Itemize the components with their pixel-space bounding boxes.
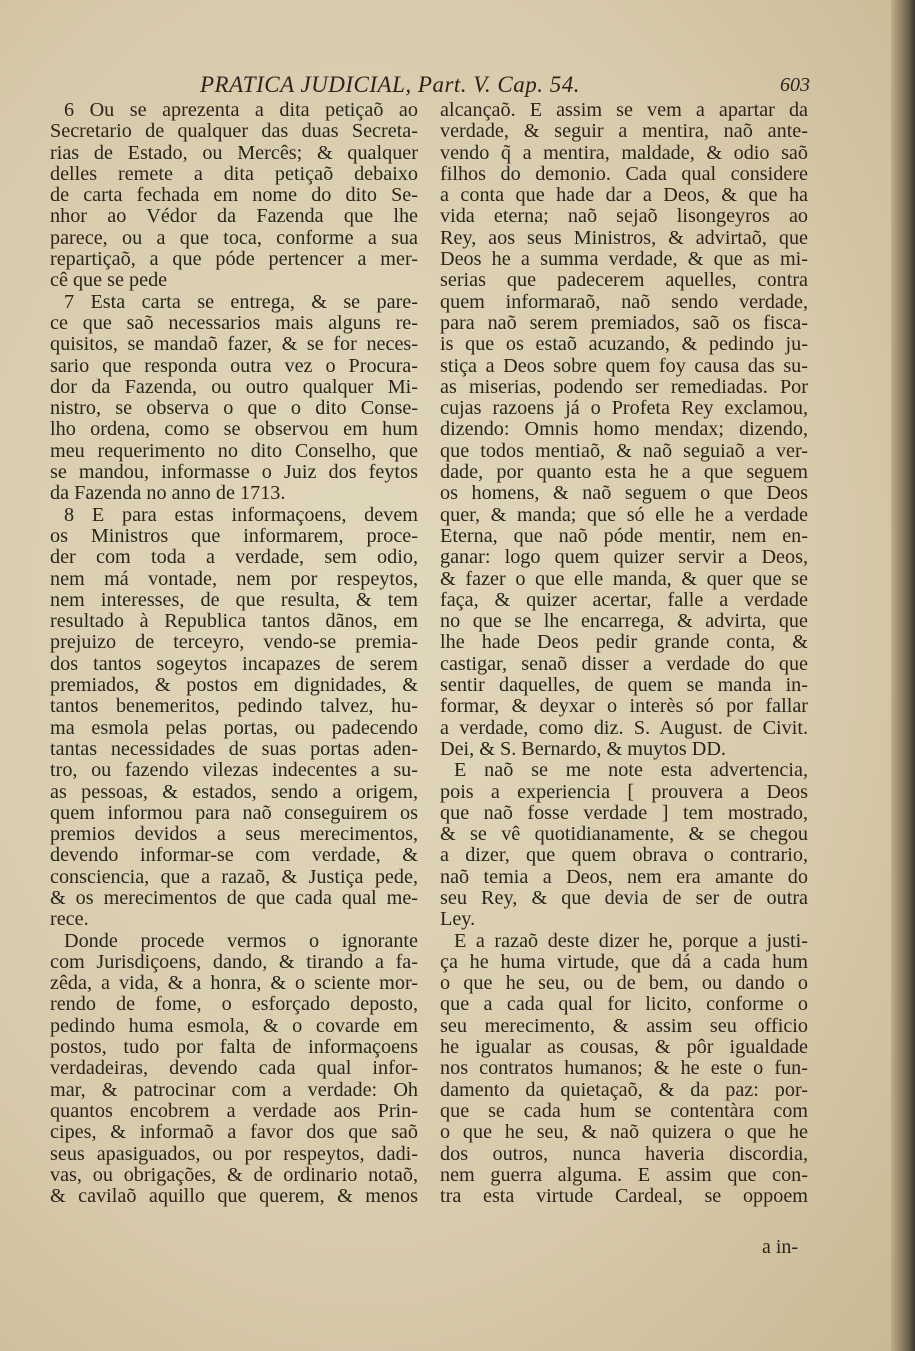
text-line: tantas necessidades de suas portas aden- xyxy=(50,738,418,760)
text-line: & se vê quotidianamente, & se chegou xyxy=(440,824,808,846)
text-line: tra esta virtude Cardeal, se oppoem xyxy=(440,1186,808,1208)
text-line: pois a experiencia [ prouvera a Deos xyxy=(440,781,808,803)
text-line: vendo q̃ a mentira, maldade, & odio saõ xyxy=(440,142,808,164)
text-line: quisitos, se mandaõ fazer, & se for neces- xyxy=(50,334,418,356)
text-line: E naõ se me note esta advertencia, xyxy=(454,760,808,782)
text-line: da Fazenda no anno de 1713. xyxy=(50,483,286,505)
text-line: sentir daquelles, de quem se manda in- xyxy=(440,675,808,697)
text-line: as miserias, podendo ser remediadas. Por xyxy=(440,376,808,398)
text-line: nem interesses, de que resulta, & tem xyxy=(50,589,418,611)
text-line: Secretario de qualquer das duas Secreta- xyxy=(50,121,418,143)
text-line: de carta fechada em nome do dito Se- xyxy=(50,185,418,207)
text-line: & cavilaõ aquillo que querem, & menos xyxy=(50,1186,418,1208)
text-line: que naõ fosse verdade ] tem mostrado, xyxy=(440,802,808,824)
text-line: dor da Fazenda, ou outro qualquer Mi- xyxy=(50,376,418,398)
text-line: cê que se pede xyxy=(50,270,168,292)
text-line: meu requerimento no dito Conselho, que xyxy=(50,440,418,462)
text-line: os Ministros que informarem, proce- xyxy=(50,525,418,547)
text-line: premiados, & postos em dignidades, & xyxy=(50,675,418,697)
text-line: nistro, se observa o que o dito Conse- xyxy=(50,398,418,420)
text-line: prejuizo de terceyro, vendo-se premia- xyxy=(50,632,418,654)
text-line: a conta que hade dar a Deos, & que ha xyxy=(440,185,808,207)
text-line: delles remete a dita petiçaõ debaixo xyxy=(50,163,418,185)
text-line: Deos he a summa verdade, & que as mi- xyxy=(440,249,808,271)
text-line: Ley. xyxy=(440,909,476,931)
text-line: ma esmola pelas portas, ou padecendo xyxy=(50,717,418,739)
text-line: parece, ou a que toca, conforme a sua xyxy=(50,227,418,249)
text-line: consciencia, que a razaõ, & Justiça pede, xyxy=(50,866,418,888)
text-line: nem má vontade, nem por respeytos, xyxy=(50,568,418,590)
text-line: os homens, & naõ seguem o que Deos xyxy=(440,483,808,505)
text-line: premios devidos a seus merecimentos, xyxy=(50,824,418,846)
text-line: se mandou, informasse o Juiz dos feytos xyxy=(50,462,418,484)
text-line: rias de Estado, ou Mercês; & qualquer xyxy=(50,142,418,164)
text-line: tro, ou fazendo vilezas indecentes a su- xyxy=(50,760,418,782)
text-line: lhe hade Deos pedir grande conta, & xyxy=(440,632,808,654)
page-header xyxy=(50,72,810,102)
text-line: & fazer o que elle manda, & quer que se xyxy=(440,568,808,590)
text-line: verdade, & seguir a mentira, naõ ante- xyxy=(440,121,808,143)
page-number: 603 xyxy=(780,74,810,96)
text-line: ce que saõ necessarios mais alguns re- xyxy=(50,312,418,334)
text-line: faça, & quizer acertar, falle a verdade xyxy=(440,589,808,611)
text-line: vas, ou obrigações, & de ordinario notaõ, xyxy=(50,1164,418,1186)
text-line: lho ordena, como se observou em hum xyxy=(50,419,418,441)
text-line: castigar, senaõ disser a verdade do que xyxy=(440,653,808,675)
text-line: damento da quietaçaõ, & da paz: por- xyxy=(440,1079,808,1101)
running-title: PRATICA JUDICIAL, Part. V. Cap. 54. xyxy=(200,72,580,97)
text-line: postos, tudo por falta de informaçoens xyxy=(50,1037,418,1059)
text-line: filhos do demonio. Cada qual considere xyxy=(440,163,808,185)
text-line: repartiçaõ, a que póde pertencer a mer- xyxy=(50,249,418,271)
text-line: dos tantos sogeytos incapazes de serem xyxy=(50,653,418,675)
text-line: a verdade, como diz. S. August. de Civit. xyxy=(440,717,808,739)
text-line: mar, & patrocinar com a verdade: Oh xyxy=(50,1079,418,1101)
text-line: com Jurisdiçoens, dando, & tirando a fa- xyxy=(50,951,418,973)
text-line: E a razaõ deste dizer he, porque a justi- xyxy=(454,930,808,952)
text-line: 6 Ou se aprezenta a dita petiçaõ ao xyxy=(64,100,418,121)
text-line: nem guerra alguma. E assim que con- xyxy=(440,1164,808,1186)
text-line: nos contratos humanos; & he este o fun- xyxy=(440,1058,808,1080)
text-line: pedindo huma esmola, & o covarde em xyxy=(50,1015,418,1037)
text-line: resultado à Republica tantos dãnos, em xyxy=(50,611,418,633)
catchword: a in- xyxy=(762,1236,799,1258)
text-line: no que se lhe encarrega, & advirta, que xyxy=(440,611,808,633)
text-line: naõ temia a Deos, nem era amante do xyxy=(440,866,808,888)
right-text-column xyxy=(440,100,808,1207)
text-line: Donde procede vermos o ignorante xyxy=(64,930,418,952)
text-line: sario que responda outra vez o Procura- xyxy=(50,355,418,377)
text-line: dizendo: Omnis homo mendax; dizendo, xyxy=(440,419,808,441)
text-line: quem informou para naõ conseguirem os xyxy=(50,802,418,824)
text-line: o que he seu, & naõ quizera o que he xyxy=(440,1122,808,1144)
text-line: Dei, & S. Bernardo, & muytos DD. xyxy=(440,738,726,760)
text-line: seus apasiguados, ou por respeytos, dadi- xyxy=(50,1143,418,1165)
text-line: 7 Esta carta se entrega, & se pare- xyxy=(64,291,418,313)
text-line: o que he seu, ou de bem, ou dando o xyxy=(440,973,808,995)
text-line: devendo informar-se com verdade, & xyxy=(50,845,418,867)
text-line: formar, & deyxar o interès só por fallar xyxy=(440,696,808,718)
text-line: zêda, a vida, & a honra, & o sciente mor- xyxy=(50,973,418,995)
left-text-column xyxy=(50,100,418,1207)
text-line: dade, por quanto esta he a que seguem xyxy=(440,462,808,484)
text-line: he igualar as cousas, & pôr igualdade xyxy=(440,1037,808,1059)
text-line: seu merecimento, & assim seu officio xyxy=(440,1015,808,1037)
text-line: que todos mentiaõ, & naõ seguiaõ a ver- xyxy=(440,440,808,462)
text-line: dos outros, nunca haveria discordia, xyxy=(440,1143,808,1165)
text-line: que a cada qual for licito, conforme o xyxy=(440,994,808,1016)
text-line: Rey, aos seus Ministros, & advirtaõ, que xyxy=(440,227,808,249)
text-line: 8 E para estas informaçoens, devem xyxy=(64,504,418,526)
text-line: der com toda a verdade, sem odio, xyxy=(50,547,418,569)
text-line: is que os estaõ acuzando, & pedindo ju- xyxy=(440,334,808,356)
text-line: cipes, & informaõ a favor dos que saõ xyxy=(50,1122,418,1144)
text-line: serias que padecerem aquelles, contra xyxy=(440,270,808,292)
text-line: nhor ao Védor da Fazenda que lhe xyxy=(50,206,418,228)
text-line: tantos benemeritos, pedindo talvez, hu- xyxy=(50,696,418,718)
text-line: ça he huma virtude, que dá a cada hum xyxy=(440,951,808,973)
text-line: rece. xyxy=(50,909,89,931)
text-line: cujas razoens já o Profeta Rey exclamou, xyxy=(440,398,808,420)
text-line: para naõ serem premiados, saõ os fisca- xyxy=(440,312,808,334)
text-line: Eterna, que naõ póde mentir, nem en- xyxy=(440,525,808,547)
text-line: seu Rey, & que devia de ser de outra xyxy=(440,887,808,909)
text-line: alcançaõ. E assim se vem a apartar da xyxy=(440,100,808,121)
text-line: vida eterna; naõ sejaõ lisongeyros ao xyxy=(440,206,808,228)
text-line: rendo de fome, o esforçado deposto, xyxy=(50,994,418,1016)
text-line: as pessoas, & estados, sendo a origem, xyxy=(50,781,418,803)
text-line: stiça a Deos sobre quem foy causa das su- xyxy=(440,355,808,377)
text-line: quantos encobrem a verdade aos Prin- xyxy=(50,1100,418,1122)
binding-edge xyxy=(891,0,915,1351)
text-line: a dizer, que quem obrava o contrario, xyxy=(440,845,808,867)
text-line: ganar: logo quem quizer servir a Deos, xyxy=(440,547,808,569)
text-line: quer, & manda; que só elle he a verdade xyxy=(440,504,808,526)
text-line: quem informaraõ, naõ sendo verdade, xyxy=(440,291,808,313)
text-line: que se cada hum se contentàra com xyxy=(440,1100,808,1122)
text-line: verdadeiras, devendo cada qual infor- xyxy=(50,1058,418,1080)
text-line: & os merecimentos de que cada qual me- xyxy=(50,887,418,909)
